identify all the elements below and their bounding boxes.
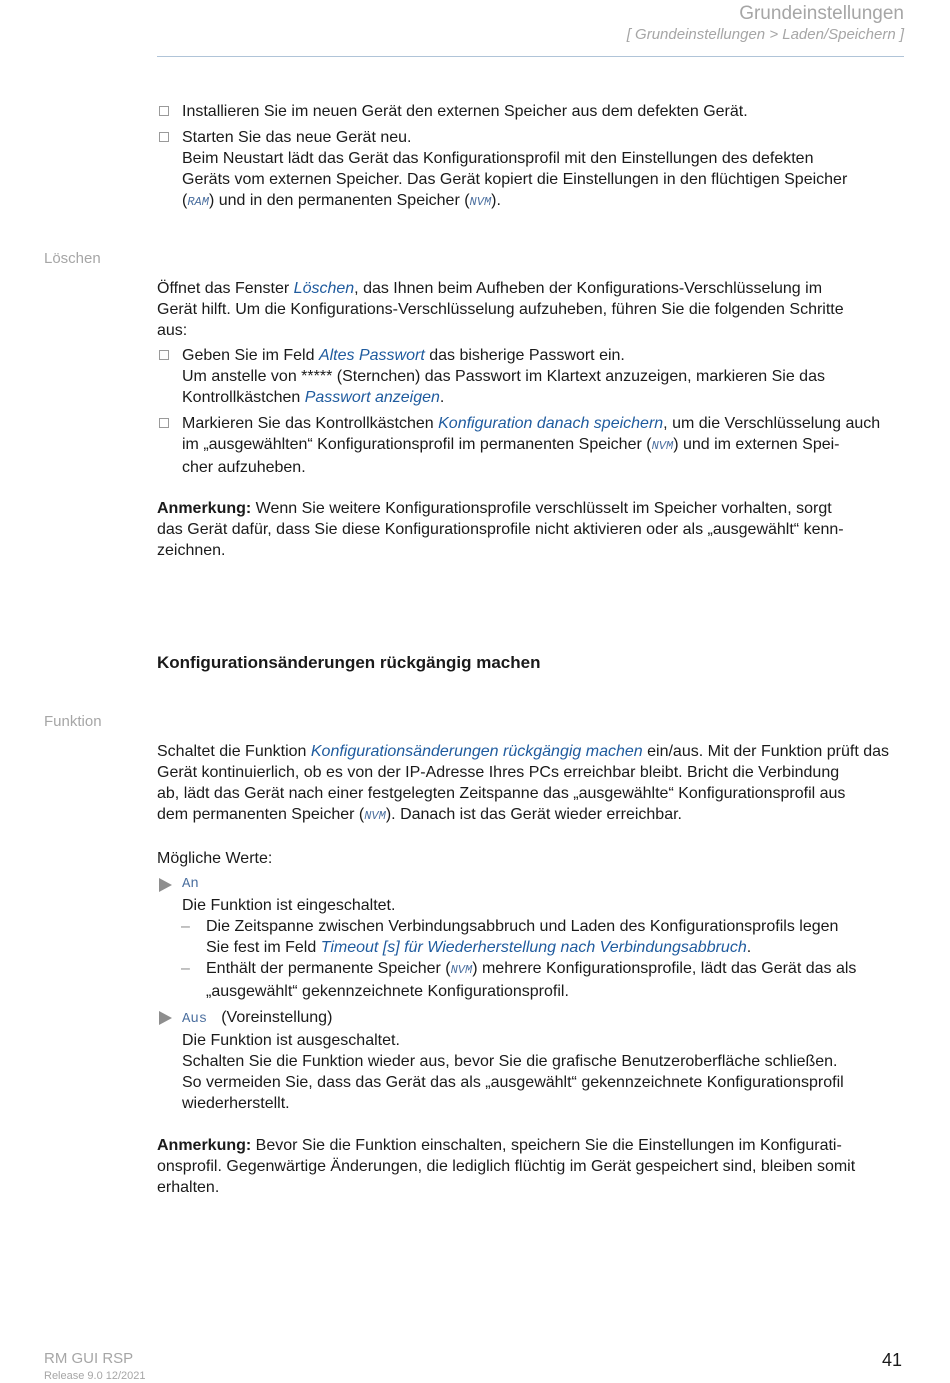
value-aus: Aus [182,1011,208,1027]
values-label: Mögliche Werte: [157,850,273,867]
step-item: Starten Sie das neue Gerät neu. Beim Neustart lädt das Gerät das Konfigurationsprofil mit den Einstellungen des defekten Geräts vom externen Speicher. Das Gerät kopiert die Einstellungen in den flüchtigen Speicher (RAM) und in den permanenten Speicher (NVM). [157,127,905,213]
link-altes-passwort[interactable]: Altes Passwort [318,347,425,364]
nvm-term: NVM [364,809,386,823]
nvm-term: NVM [651,439,674,453]
step-item: Geben Sie im Feld Altes Passwort das bisherige Passwort ein. Um anstelle von ***** (Sternchen) das Passwort im Klartext anzuzeigen, markieren Sie das Kontrollkästchen Passwort anzeigen. [157,345,905,408]
side-label-funktion: Funktion [44,713,102,730]
step-item: Installieren Sie im neuen Gerät den externen Speicher aus dem defekten Gerät. [157,101,905,122]
value-item-an: An Die Funktion ist eingeschaltet. – Die Zeitspanne zwischen Verbindungsabbruch und Laden des Konfigurationsprofils legen Sie fest im Feld Timeout [s] für Wiederherstellung nach Verbindungsabbruch. – Enthält der permanente Speicher (NVM) mehrere Konfigurationsprofile, lädt das Gerät das als „ausgewählt“ gekennzeichnete Konfigurationsprofil. [157,874,905,1002]
value-an: An [182,876,199,892]
link-loeschen[interactable]: Löschen [293,280,355,297]
funktion-section: Schaltet die Funktion Konfigurationsänderungen rückgängig machen ein/aus. Mit der Funktion prüft das Gerät kontinuierlich, ob es von der IP-Adresse Ihres PCs erreichbar bleibt. Bricht die Verbindung ab, lädt das Gerät nach einer festgelegten Zeitspanne das „ausgewählte“ Konfigurationsprofil aus dem permanenten Speicher (NVM). Danach ist das Gerät wieder erreichbar. Mögliche Werte: An Die Funktion ist eingeschaltet. – Die Zeitspanne zwischen Verbindungsabbruch und Laden des Konfigurationsprofils legen Sie fest im Feld Timeout [s] für Wiederherstellung nach Verbindungsabbruch. – Enthält der permanente Speicher (NVM) mehrere Konfigurationsprofile, lädt das Gerät das als „ausgewählt“ gekennzeichnete Konfigurationsprofil. Aus (Voreinstellung) Die Funktion ist ausgeschaltet. Schalten Sie die Funktion wieder aus, bevor Sie die grafische Benutzeroberfläche schließen. So vermeiden Sie, dass das Gerät das als „ausgewählt“ gekennzeichnete Konfigurationsprofil wiederherstellt. Anmerkung: Bevor Sie die Funktion einschalten, speichern Sie die Einstellungen im Konfigurati- onsprofil. Gegenwärtige Änderungen, die lediglich flüchtig im Gerät gespeichert sind, bleiben somit erhalten. [157,741,905,1198]
triangle-bullet-icon [159,1011,172,1025]
value-item-aus: Aus (Voreinstellung) Die Funktion ist ausgeschaltet. Schalten Sie die Funktion wieder aus, bevor Sie die grafische Benutzeroberfläche schließen. So vermeiden Sie, dass das Gerät das als „ausgewählt“ gekennzeichnete Konfigurationsprofil wiederherstellt. [157,1007,905,1114]
nvm-term: NVM [450,963,473,977]
top-steps [157,101,905,213]
checkbox-bullet-icon [159,350,169,360]
triangle-bullet-icon [159,878,172,892]
checkbox-bullet-icon [159,418,169,428]
sub-item: – Die Zeitspanne zwischen Verbindungsabbruch und Laden des Konfigurationsprofils legen Sie fest im Feld Timeout [s] für Wiederherstellung nach Verbindungsabbruch. [181,918,839,956]
footer-doc-name: RM GUI RSP [44,1350,134,1367]
breadcrumb: [ Grundeinstellungen > Laden/Speichern ] [626,26,904,43]
header-rule [157,56,904,57]
loeschen-section: Öffnet das Fenster Löschen, das Ihnen beim Aufheben der Konfigurations-Verschlüsselung im Gerät hilft. Um die Konfigurations-Verschlüsselung aufzuheben, führen Sie die folgenden Schritte aus: Geben Sie im Feld Altes Passwort das bisherige Passwort ein. Um anstelle von ***** (Sternchen) das Passwort im Klartext anzuzeigen, markieren Sie das Kontrollkästchen Passwort anzeigen. Markieren Sie das Kontrollkästchen Konfiguration danach speichern, um die Verschlüsselung auch im „ausgewählten“ Konfigurationsprofil im permanenten Speicher (NVM) und im externen Spei- cher aufzuheben. Anmerkung: Wenn Sie weitere Konfigurationsprofile verschlüsselt im Speicher vorhalten, sorgt das Gerät dafür, dass Sie diese Konfigurationsprofile nicht aktivieren oder als „ausgewählt“ kenn- zeichnen. [157,278,905,561]
footer-release: Release 9.0 12/2021 [44,1370,146,1382]
note-funktion: Anmerkung: Bevor Sie die Funktion einschalten, speichern Sie die Einstellungen im Konfigurati- onsprofil. Gegenwärtige Änderungen, die lediglich flüchtig im Gerät gespeichert sind, bleiben somit erhalten. [157,1137,856,1196]
link-timeout[interactable]: Timeout [s] für Wiederherstellung nach Verbindungsabbruch [320,939,747,956]
link-passwort-anzeigen[interactable]: Passwort anzeigen [304,389,440,406]
ram-term: RAM [187,195,209,209]
nvm-term: NVM [469,195,492,209]
note-loeschen: Anmerkung: Wenn Sie weitere Konfigurationsprofile verschlüsselt im Speicher vorhalten, sorgt das Gerät dafür, dass Sie diese Konfigurationsprofile nicht aktivieren oder als „ausgewählt“ kenn- zeichnen. [157,500,844,559]
checkbox-bullet-icon [159,106,169,116]
dash-bullet-icon: – [181,918,190,935]
running-header-title: Grundeinstellungen [739,3,904,24]
checkbox-bullet-icon [159,132,169,142]
section-heading: Konfigurationsänderungen rückgängig machen [157,653,541,672]
dash-bullet-icon: – [181,960,190,977]
page-number: 41 [881,1350,902,1370]
side-label-loeschen: Löschen [44,250,101,267]
sub-item: – Enthält der permanente Speicher (NVM) mehrere Konfigurationsprofile, lädt das Gerät das als „ausgewählt“ gekennzeichnete Konfigurationsprofil. [181,960,857,1000]
link-konfigurationsaenderungen[interactable]: Konfigurationsänderungen rückgängig machen [310,743,643,760]
step-item: Markieren Sie das Kontrollkästchen Konfiguration danach speichern, um die Verschlüsselung auch im „ausgewählten“ Konfigurationsprofil im permanenten Speicher (NVM) und im externen Spei- cher aufzuheben. [157,413,905,478]
link-konfiguration-danach-speichern[interactable]: Konfiguration danach speichern [438,415,664,432]
